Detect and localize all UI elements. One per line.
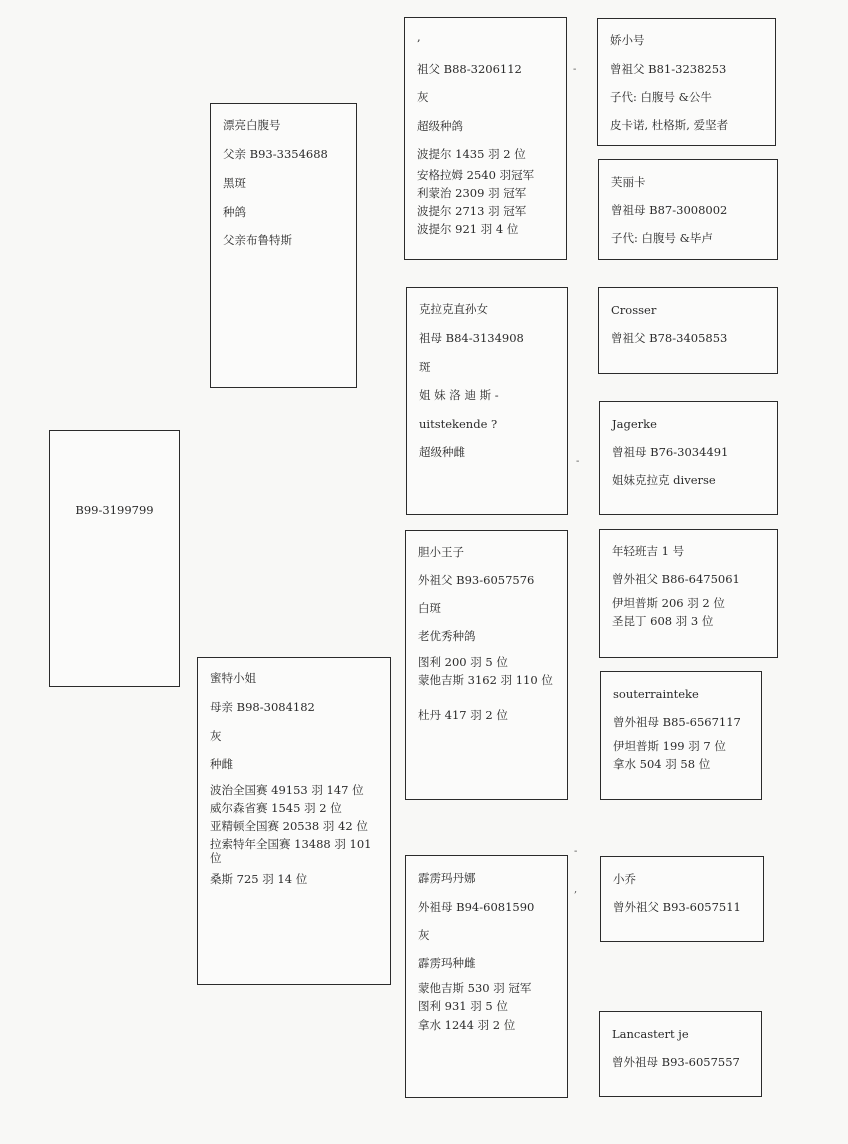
maternal-grandmother-category: 霹雳玛种雌	[418, 956, 476, 970]
mother-relation: 母亲 B98-3084182	[210, 700, 315, 714]
great-grandparent-name: 娇小号	[610, 33, 645, 47]
scan-mark: -	[576, 456, 580, 467]
paternal-grandfather-color: 灰	[417, 90, 429, 104]
mother-result: 威尔森省赛 1545 羽 2 位	[210, 801, 342, 815]
great-grandparent-offspring: 子代: 白腹号 &毕卢	[611, 231, 713, 245]
great-grandparent-relation: 曾外祖父 B86-6475061	[612, 572, 740, 586]
father-relation: 父亲 B93-3354688	[223, 147, 328, 161]
paternal-grandmother-note: uitstekende ?	[419, 417, 498, 431]
great-grandparent-relation: 曾外祖母 B85-6567117	[613, 715, 741, 729]
great-grandparent-result: 伊坦普斯 206 羽 2 位	[612, 596, 725, 610]
great-grandfather-maternal-card	[599, 529, 778, 658]
paternal-grandfather-result: 波提尔 1435 羽 2 位	[417, 147, 526, 161]
great-grandparent-name: souterrainteke	[613, 687, 699, 701]
maternal-grandfather-result: 图利 200 羽 5 位	[418, 655, 508, 669]
great-grandmother-jagerke-card	[599, 401, 778, 515]
paternal-grandfather-category: 超级种鸽	[417, 119, 463, 133]
father-note: 父亲布鲁特斯	[223, 233, 292, 247]
maternal-grandfather-result: 杜丹 417 羽 2 位	[418, 708, 508, 722]
great-grandparent-relation: 曾祖父 B81-3238253	[610, 62, 727, 76]
maternal-grandfather-name: 胆小王子	[418, 545, 464, 559]
great-grandparent-name: Crosser	[611, 303, 657, 317]
scan-mark: -	[573, 64, 577, 75]
maternal-grandfather-card	[405, 530, 568, 800]
scan-mark: ,	[574, 884, 578, 895]
father-name: 漂亮白腹号	[223, 118, 281, 132]
maternal-grandmother-card	[405, 855, 568, 1098]
great-grandparent-relation: 曾祖母 B87-3008002	[611, 203, 728, 217]
great-grandmother-lancastertje-card	[599, 1011, 762, 1097]
maternal-grandmother-result: 蒙他吉斯 530 羽 冠军	[418, 981, 532, 995]
maternal-grandmother-result: 图利 931 羽 5 位	[418, 999, 508, 1013]
maternal-grandfather-category: 老优秀种鸽	[418, 629, 476, 643]
great-grandparent-name: Jagerke	[612, 417, 657, 431]
subject-ring-number: B99-3199799	[75, 503, 154, 517]
paternal-grandmother-name: 克拉克直孙女	[419, 302, 488, 316]
father-color: 黑斑	[223, 176, 246, 190]
paternal-grandfather-relation: 祖父 B88-3206112	[417, 62, 522, 76]
paternal-grandfather-result: 波提尔 921 羽 4 位	[417, 222, 519, 236]
mother-result: 波治全国赛 49153 羽 147 位	[210, 783, 364, 797]
great-grandparent-name: 小乔	[613, 872, 636, 886]
mother-result: 拉索特年全国赛 13488 羽 101 位	[210, 837, 372, 866]
great-grandfather-xiaoqiao-card	[600, 856, 764, 942]
subject-pigeon-card	[49, 430, 180, 687]
great-grandparent-name: 年轻班吉 1 号	[612, 544, 685, 558]
great-grandparent-relation: 曾祖父 B78-3405853	[611, 331, 728, 345]
great-grandparent-offspring-more: 皮卡诺, 杜格斯, 爱坚者	[610, 118, 729, 132]
paternal-grandmother-category: 超级种雌	[419, 445, 465, 459]
mother-result: 桑斯 725 羽 14 位	[210, 872, 308, 886]
great-grandparent-name: 芙丽卡	[611, 175, 646, 189]
maternal-grandmother-name: 霹雳玛丹娜	[418, 871, 476, 885]
great-grandparent-relation: 曾外祖母 B93-6057557	[612, 1055, 740, 1069]
maternal-grandmother-result: 拿水 1244 羽 2 位	[418, 1018, 516, 1032]
great-grandparent-offspring: 子代: 白腹号 &公牛	[610, 90, 712, 104]
great-grandparent-relation: 曾祖母 B76-3034491	[612, 445, 729, 459]
paternal-grandfather-result: 利蒙治 2309 羽 冠军	[417, 186, 527, 200]
maternal-grandfather-result: 蒙他吉斯 3162 羽 110 位	[418, 673, 553, 687]
great-grandparent-result: 伊坦普斯 199 羽 7 位	[613, 739, 726, 753]
great-grandfather-paternal-card	[597, 18, 776, 146]
great-grandmother-paternal-card	[598, 159, 778, 260]
great-grandmother-souterrainteke-card	[600, 671, 762, 800]
paternal-grandfather-result: 安格拉姆 2540 羽冠军	[417, 168, 535, 182]
scan-mark: -	[574, 846, 578, 857]
great-grandparent-name: Lancastert je	[612, 1027, 689, 1041]
great-grandparent-result: 拿水 504 羽 58 位	[613, 757, 711, 771]
mother-category: 种雌	[210, 757, 233, 771]
mother-result: 亚精顿全国赛 20538 羽 42 位	[210, 819, 368, 833]
great-grandparent-result: 圣昆丁 608 羽 3 位	[612, 614, 714, 628]
paternal-grandmother-relation: 祖母 B84-3134908	[419, 331, 524, 345]
father-card	[210, 103, 357, 388]
father-category: 种鸽	[223, 205, 246, 219]
great-grandparent-note: 姐妹克拉克 diverse	[612, 473, 716, 487]
paternal-grandmother-note: 姐 妹 洛 迪 斯 -	[419, 388, 499, 402]
paternal-grandfather-result: 波提尔 2713 羽 冠军	[417, 204, 527, 218]
paternal-grandfather-card	[404, 17, 567, 260]
maternal-grandfather-relation: 外祖父 B93-6057576	[418, 573, 535, 587]
maternal-grandmother-color: 灰	[418, 928, 430, 942]
great-grandfather-crosser-card	[598, 287, 778, 374]
paternal-grandfather-mark: ,	[417, 30, 421, 44]
great-grandparent-relation: 曾外祖父 B93-6057511	[613, 900, 741, 914]
maternal-grandfather-color: 白斑	[418, 601, 441, 615]
paternal-grandmother-card	[406, 287, 568, 515]
mother-name: 蜜特小姐	[210, 671, 256, 685]
mother-color: 灰	[210, 729, 222, 743]
paternal-grandmother-color: 斑	[419, 360, 431, 374]
mother-card	[197, 657, 391, 985]
maternal-grandmother-relation: 外祖母 B94-6081590	[418, 900, 535, 914]
